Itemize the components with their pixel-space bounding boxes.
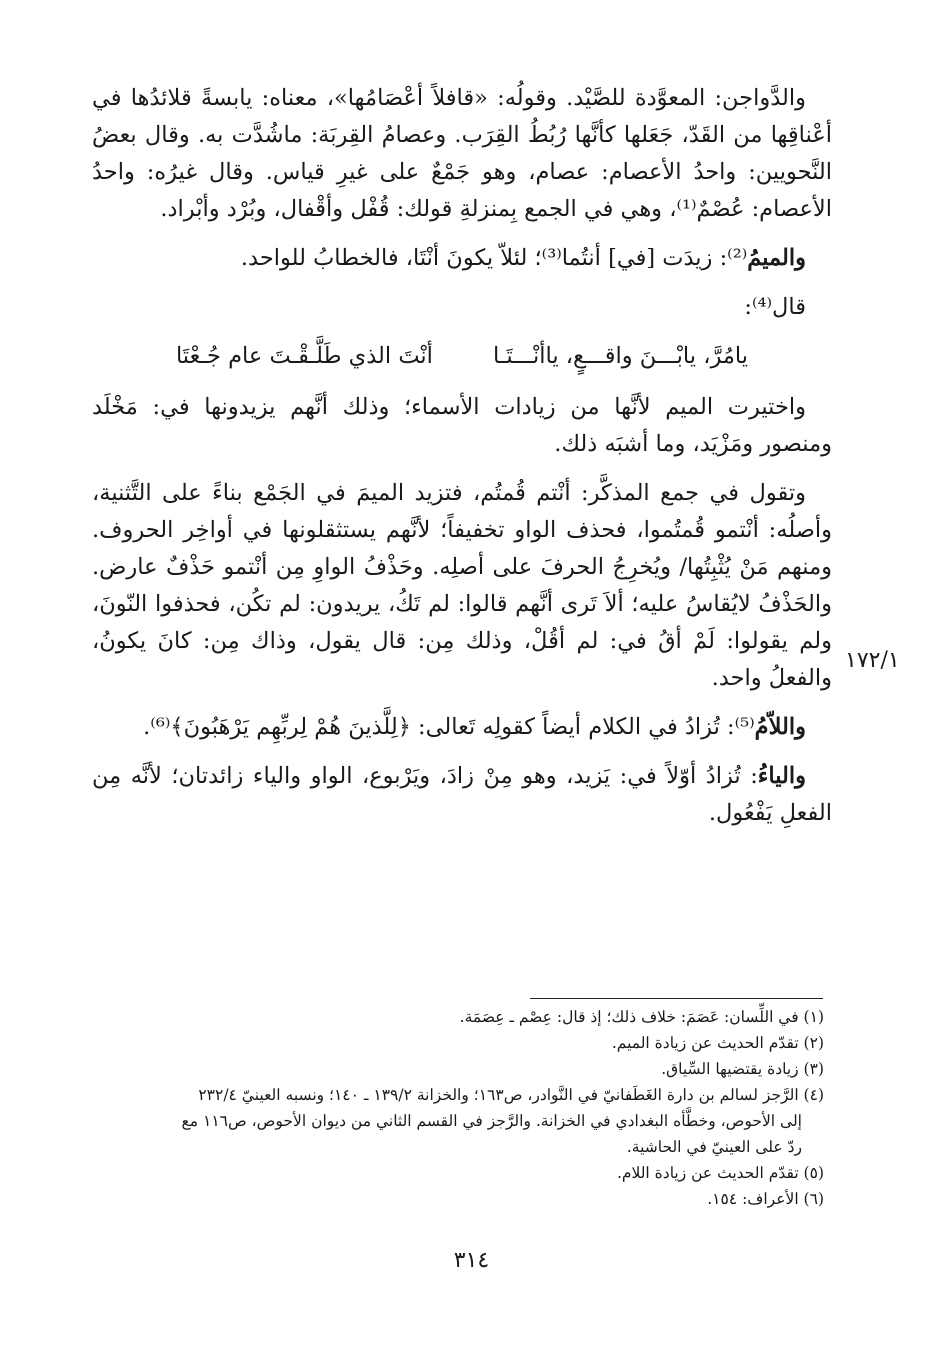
paragraph-lam-text: ⁽⁵⁾: تُزادُ في الكلام أيضاً كقولِه تَعالى: ﴿لِلَّذينَ هُمْ لِربِّهِم يَرْهَبُونَ﴾⁽⁶⁾.: [143, 714, 755, 740]
footnote-5: (٥) تقدّم الحديث عن زيادة اللام.: [616, 1164, 824, 1182]
footnote-4-continued: ردّ على العينيّ في الحاشية.: [626, 1138, 802, 1156]
footnotes: [92, 1004, 824, 1212]
term-mim: والميمُ: [747, 245, 806, 271]
paragraph-lam: [92, 709, 832, 746]
verse-first-hemistich: يامُرَّ، يابْـــنَ واقـــعٍ، ياأنْـــتَـا: [492, 343, 749, 369]
paragraph-mim-text: ⁽²⁾: زيدَت [في] أنتُما⁽³⁾؛ لئلاّ يكونَ أنْتَا، فالخطابُ للواحد.: [240, 245, 748, 271]
footnote-2: (٢) تقدّم الحديث عن زيادة الميم.: [611, 1034, 824, 1052]
page-number: ٣١٤: [453, 1248, 490, 1273]
verse-second-hemistich: أنْتَ الذي طَلَّـقْـتَ عام جُـعْتَا: [175, 343, 433, 369]
footnote-6: (٦) الأعراف: ١٥٤.: [707, 1190, 824, 1208]
paragraph-ya: [92, 758, 832, 832]
term-lam: واللاّمُ: [754, 714, 806, 740]
paragraph-ya-text: : تُزادُ أوّلاً في: يَزيد، وهو مِنْ زادَ، ويَرْبوع، الواو والياء زائدتان؛ لأنَّه مِن الفعلِ يَفْعُول.: [92, 763, 832, 826]
footnote-4: (٤) الرَّجز لسالم بن دارة الغَطَفانيّ في النَّوادر، ص١٦٣؛ والخزانة ١٣٩/٢ ـ ١٤٠؛ ونسبه العينيّ ٢٣٢/٤: [198, 1086, 824, 1104]
margin-folio-note: ١٧٢/١: [845, 648, 900, 673]
paragraph-mim: [92, 240, 832, 277]
main-text: [92, 80, 832, 844]
paragraph-dawajin: والدَّواجن: المعوَّدة للصَّيْد. وقولُه: «قافلاً أعْصَامُها»، معناه: يابسةً قلائدُها في أعْناقِها من القَدّ، جَعَلها كأنَّها رُبُطُ القِرَب. وعصامُ القِربَة: ماشُدَّت به. وقال بعضُ النَّحويين: واحدُ الأعصام: عصام، وهو جَمْعٌ على غيرِ قياس. وقال غيرُه: واحدُ الأعصام: عُصْمٌ⁽¹⁾، وهي في الجمع بِمنزلةِ قولك: قُفْل وأقْفال، وبُرْد وأبْراد.: [92, 85, 832, 222]
footnote-divider: [530, 998, 823, 999]
paragraph-jam-mudhakkar: وتقول في جمع المذكَّر: أنْتم قُمتُم، فتزيد الميمَ في الجَمْع بناءً على التَّثنية، وأصلُه: أنْتمو قُمتُموا، فحذف الواو تخفيفاً؛ لأنَّهم يستثقلونها في أواخِر الحروف. ومنهم مَنْ يُثْبِتُها/ ويُخرِجُ الحرفَ على أصلِه. وحَذْفُ الواوِ مِن أنْتمو حَذْفٌ عارض. والحَذْفُ لايُقاسُ عليه؛ ألاَ تَرى أنَّهم قالوا: لم تَكُ، يريدون: لم تكُن، فحذفوا النّونَ، ولم يقولوا: لَمْ أقُ في: لم أقُلْ، وذلك مِن: قال يقول، وذاك مِن: كانَ يكونُ، والفعلُ واحد.: [92, 480, 832, 691]
poetry-verse: [92, 338, 832, 375]
footnote-4-continued: إلى الأحوص، وخطَّأه البغدادي في الخزانة. والرَّجز في القسم الثاني من ديوان الأحوص، ص١١٦ مع: [181, 1112, 802, 1130]
paragraph-ikhtiyar: واختيرت الميم لأنَّها من زيادات الأسماء؛ وذلك أنَّهم يزيدونها في: مَخْلَد ومنصور ومَزْيَد، وما أشبَه ذلك.: [92, 394, 832, 457]
term-ya: والياءُ: [757, 763, 806, 789]
verse-intro: قال⁽⁴⁾:: [744, 294, 806, 320]
footnote-3: (٣) زيادة يقتضيها السِّياق.: [661, 1060, 824, 1078]
footnote-1: (١) في اللِّسان: عَصَمَ: خلاف ذلك؛ إذ قال: عِصْم ـ عِصَمَة.: [459, 1008, 824, 1026]
